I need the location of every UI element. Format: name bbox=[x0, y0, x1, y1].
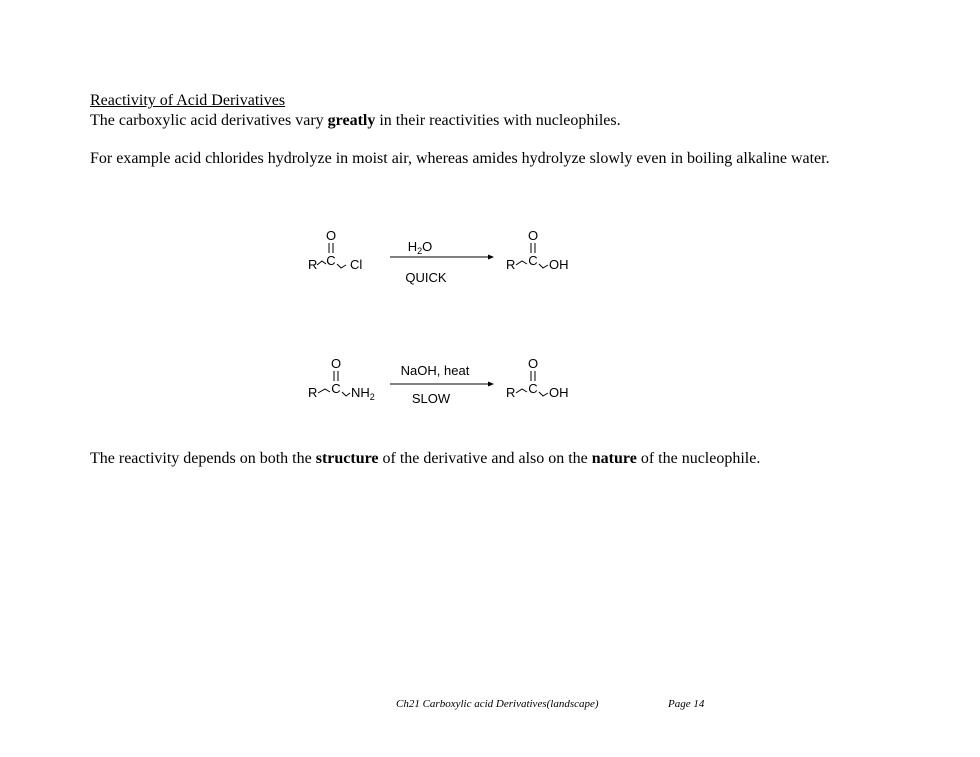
product-r-group: R bbox=[506, 257, 516, 272]
section-heading: Reactivity of Acid Derivatives bbox=[90, 92, 286, 109]
reaction-scheme-amide bbox=[300, 352, 590, 414]
conclusion-text-3: of the nucleophile. bbox=[636, 450, 761, 467]
product-hydroxyl-group: OH bbox=[549, 385, 569, 400]
reactant-left-bond bbox=[317, 261, 326, 265]
product-carbonyl-oxygen: O bbox=[527, 356, 539, 371]
footer-document-title: Ch21 Carboxylic acid Derivatives(landscape) bbox=[396, 698, 599, 710]
reaction-scheme-acid-chloride bbox=[300, 225, 590, 295]
rate-below-arrow: SLOW bbox=[411, 391, 451, 406]
reactant-carbon: C bbox=[331, 381, 341, 396]
intro-paragraph bbox=[90, 111, 870, 130]
product-right-bond bbox=[539, 264, 548, 268]
reactant-right-bond bbox=[337, 264, 346, 268]
intro-text-after: in their reactivities with nucleophiles. bbox=[375, 112, 621, 129]
reactant-r-group: R bbox=[308, 257, 318, 272]
reaction-arrow-head bbox=[488, 382, 494, 387]
product-carbon: C bbox=[528, 381, 538, 396]
intro-emphasis: greatly bbox=[327, 112, 376, 129]
reagent-above-arrow: $H_2O$ bbox=[407, 239, 433, 256]
reactant-amine-group: $NH_2$ bbox=[351, 385, 375, 402]
rate-below-arrow: QUICK bbox=[405, 270, 447, 285]
reactant-left-bond bbox=[318, 389, 330, 393]
reactant-right-bond bbox=[342, 392, 350, 396]
reaction-arrow-head bbox=[488, 255, 494, 260]
product-r-group: R bbox=[506, 385, 516, 400]
reactant-carbon: C bbox=[326, 253, 336, 268]
conclusion-paragraph bbox=[90, 449, 870, 468]
product-left-bond bbox=[516, 389, 527, 393]
intro-text-before: The carboxylic acid derivatives vary bbox=[90, 112, 328, 129]
product-carbonyl-oxygen: O bbox=[527, 228, 539, 243]
footer-page-number: Page 14 bbox=[668, 698, 705, 710]
product-hydroxyl-group: OH bbox=[549, 257, 569, 272]
reactant-leaving-group: Cl bbox=[350, 257, 363, 272]
conclusion-emphasis-structure: structure bbox=[315, 450, 379, 467]
reactant-carbonyl-oxygen: O bbox=[325, 228, 337, 243]
reactant-r-group: R bbox=[308, 385, 318, 400]
reagent-above-arrow: NaOH, heat bbox=[400, 363, 470, 378]
reactant-carbonyl-oxygen: O bbox=[330, 356, 342, 371]
product-left-bond bbox=[516, 261, 527, 265]
product-carbon: C bbox=[528, 253, 538, 268]
conclusion-emphasis-nature: nature bbox=[591, 450, 637, 467]
conclusion-text-1: The reactivity depends on both the bbox=[90, 450, 316, 467]
conclusion-text-2: of the derivative and also on the bbox=[378, 450, 592, 467]
product-right-bond bbox=[539, 392, 548, 396]
example-paragraph: For example acid chlorides hydrolyze in moist air, whereas amides hydrolyze slowly even in boiling alkaline water. bbox=[90, 150, 830, 167]
